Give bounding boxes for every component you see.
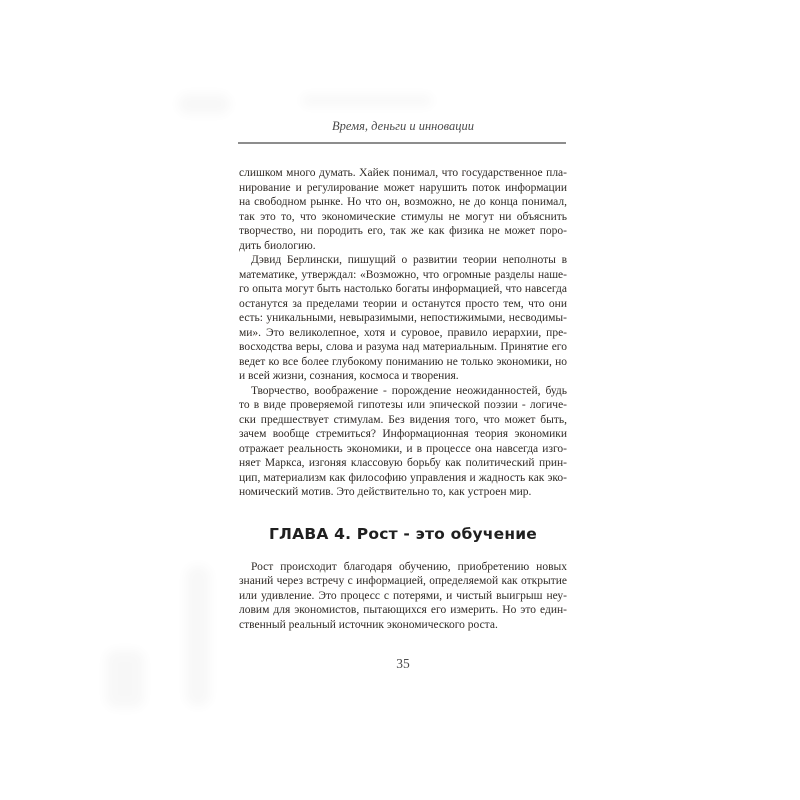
paragraphs-before-heading xyxy=(239,166,567,500)
scan-artifact xyxy=(186,566,210,706)
body-text-line: ми». Это великолепное, хотя и суровое, правило иерархии, пре- xyxy=(239,326,567,339)
chapter-heading: ГЛАВА 4. Рост - это обучение xyxy=(268,524,538,543)
scan-artifact xyxy=(302,95,432,106)
body-text-line: номический мотив. Это действительно то, как устроен мир. xyxy=(239,486,532,498)
body-text-line: математике, утверждал: «Возможно, что огромные разделы наше- xyxy=(239,268,567,281)
body-text-line: или удивление. Это процесс с потерями, и чистый выигрыш неу- xyxy=(239,589,567,602)
body-text-line: останутся за пределами теории и останутся просто тем, что они xyxy=(239,297,567,310)
paragraph xyxy=(239,166,567,253)
body-text-line: отражает реальность экономики, и в процессе она навсегда изго- xyxy=(239,442,567,455)
page-number: 35 xyxy=(396,656,410,671)
body-text-line: ловим для экономистов, пытающихся его измерить. Но это един- xyxy=(239,604,567,616)
body-text-line: го опыта могут быть настолько богаты информацией, что навсегда xyxy=(239,283,567,295)
body-text-line: на свободном рынке. Но что он, возможно, не до конца понимал, xyxy=(239,196,567,208)
body-text-line: Дэвид Берлински, пишущий о развитии теории неполноты в xyxy=(251,254,567,266)
body-text-line: ственный реальный источник экономического роста. xyxy=(239,618,498,631)
paragraphs-after-heading xyxy=(239,560,567,633)
body-text-line: Рост происходит благодаря обучению, приобретению новых xyxy=(251,560,567,573)
body-text-line: цип, материализм как философию управления и жадность как эко- xyxy=(239,471,567,484)
scan-artifact xyxy=(178,94,230,114)
body-text-line: то в виде проверяемой гипотезы или эпической поэзии - логиче- xyxy=(239,399,567,411)
paragraph xyxy=(239,384,567,500)
body-text-line: слишком много думать. Хайек понимал, что государственное пла- xyxy=(239,167,567,179)
body-text-line: зачем вообще стремиться? Информационная теория экономики xyxy=(239,428,567,440)
body-text-line: есть: уникальными, невыразимыми, непостижимыми, несводимы- xyxy=(239,312,567,324)
body-text-line: няет Маркса, изгоняя классовую борьбу как политический прин- xyxy=(239,457,567,469)
body-text-line: Творчество, воображение - порождение неожиданностей, будь xyxy=(251,384,567,397)
body-text-line: дить биологию. xyxy=(239,239,316,252)
body-text-line: ведет ко все более глубокому пониманию не только экономики, но xyxy=(239,355,567,368)
body-text-column xyxy=(239,166,567,632)
body-text-line: так это то, что экономические стимулы не могут ни объяснить xyxy=(239,210,567,223)
body-text-line: творчество, ни породить его, так же как физика не может поро- xyxy=(239,225,567,237)
body-text-line: восходства веры, слова и разума над материальным. Принятие его xyxy=(239,341,567,353)
body-text-line: и всей жизни, сознания, космоса и творения. xyxy=(239,370,459,382)
body-text-line: ски предшествует стимулам. Без видения того, что может быть, xyxy=(239,413,567,426)
header-rule-divider xyxy=(238,142,566,144)
body-text-line: нирование и регулирование может нарушить поток информации xyxy=(239,181,567,194)
paragraph xyxy=(239,560,567,633)
paragraph xyxy=(239,253,567,384)
running-head: Время, деньги и инновации xyxy=(332,119,474,133)
scan-artifact xyxy=(106,650,144,708)
body-text-line: знаний через встречу с информацией, определяемой как открытие xyxy=(239,575,567,587)
